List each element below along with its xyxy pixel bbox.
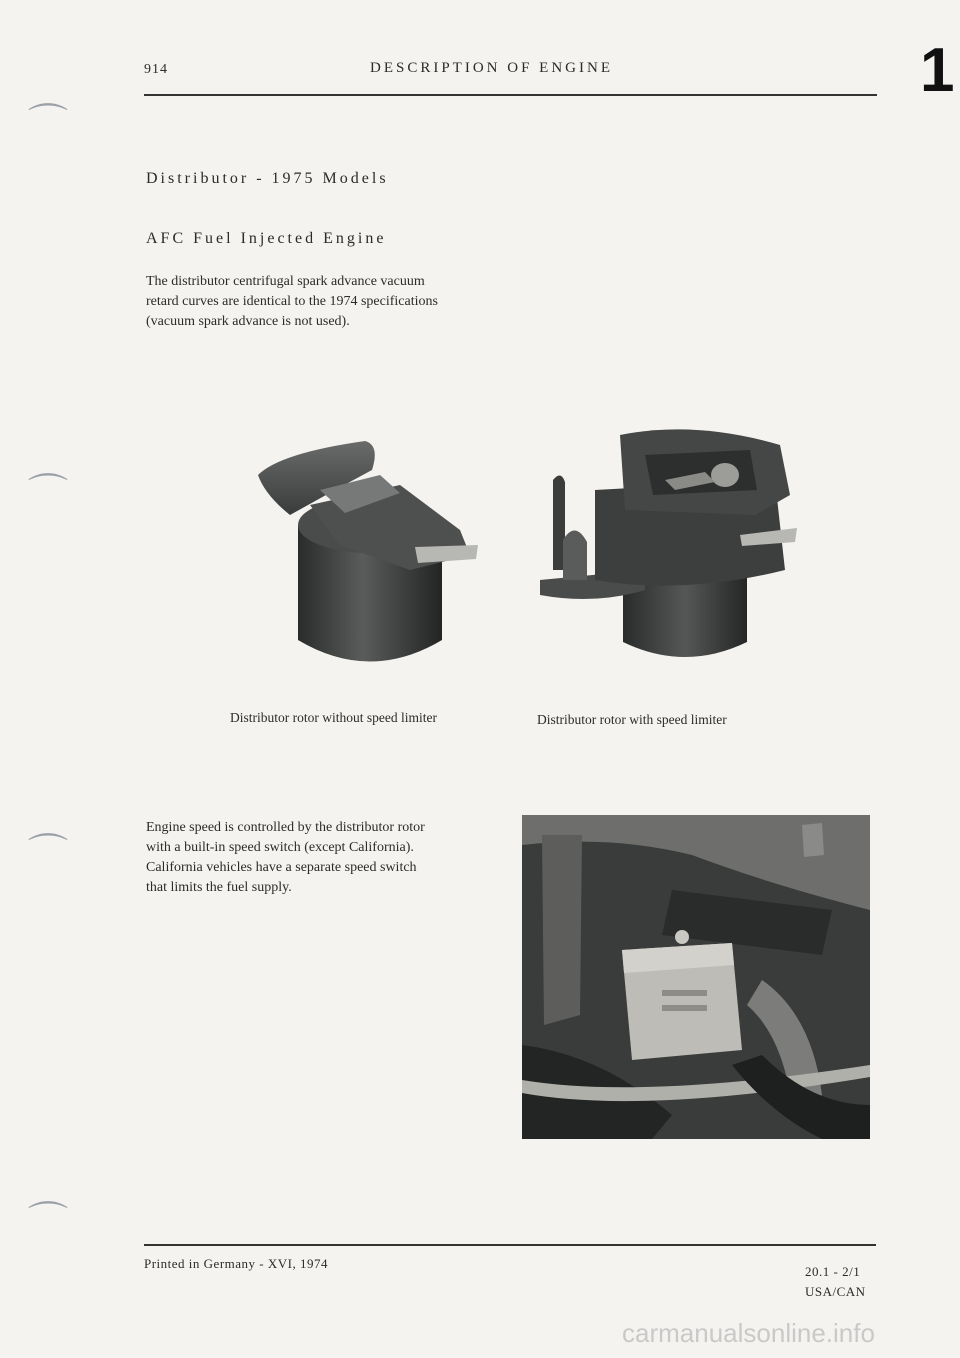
intro-paragraph <box>146 272 526 332</box>
caption-rotor-with-limiter: Distributor rotor with speed limiter <box>537 712 727 727</box>
binder-hole-mark-icon: ⌒ <box>28 471 68 517</box>
paragraph-line: The distributor centrifugal spark advance vacuum <box>146 274 425 289</box>
subsection-heading: AFC Fuel Injected Engine <box>146 230 387 247</box>
rotor-with-limiter-photo <box>535 420 805 665</box>
page-ref-number: 20.1 - 2/1 <box>805 1264 861 1279</box>
page-title: DESCRIPTION OF ENGINE <box>370 60 613 76</box>
footer-rule <box>144 1244 876 1246</box>
paragraph-line: California vehicles have a separate speed switch <box>146 860 417 875</box>
speed-switch-engine-photo <box>522 815 870 1139</box>
paragraph-line: Engine speed is controlled by the distributor rotor <box>146 820 425 835</box>
header-rule <box>144 94 877 96</box>
paragraph-line: retard curves are identical to the 1974 specifications <box>146 294 438 309</box>
watermark: carmanualsonline.info <box>622 1318 875 1348</box>
paragraph-line: (vacuum spark advance is not used). <box>146 314 350 329</box>
section-number: 1 <box>920 36 955 105</box>
paragraph-line: with a built-in speed switch (except California). <box>146 840 414 855</box>
model-number: 914 <box>144 62 168 77</box>
section-heading: Distributor - 1975 Models <box>146 170 389 187</box>
binder-hole-mark-icon: ⌒ <box>28 101 68 147</box>
binder-hole-mark-icon: ⌒ <box>28 1199 68 1245</box>
page-ref-region: USA/CAN <box>805 1284 866 1299</box>
binder-hole-mark-icon: ⌒ <box>28 831 68 877</box>
rotor-without-limiter-photo <box>250 435 490 690</box>
printed-note: Printed in Germany - XVI, 1974 <box>144 1256 328 1271</box>
caption-rotor-without-limiter: Distributor rotor without speed limiter <box>230 710 437 725</box>
speed-control-paragraph <box>146 818 496 898</box>
page-reference <box>805 1262 866 1302</box>
paragraph-line: that limits the fuel supply. <box>146 880 292 895</box>
